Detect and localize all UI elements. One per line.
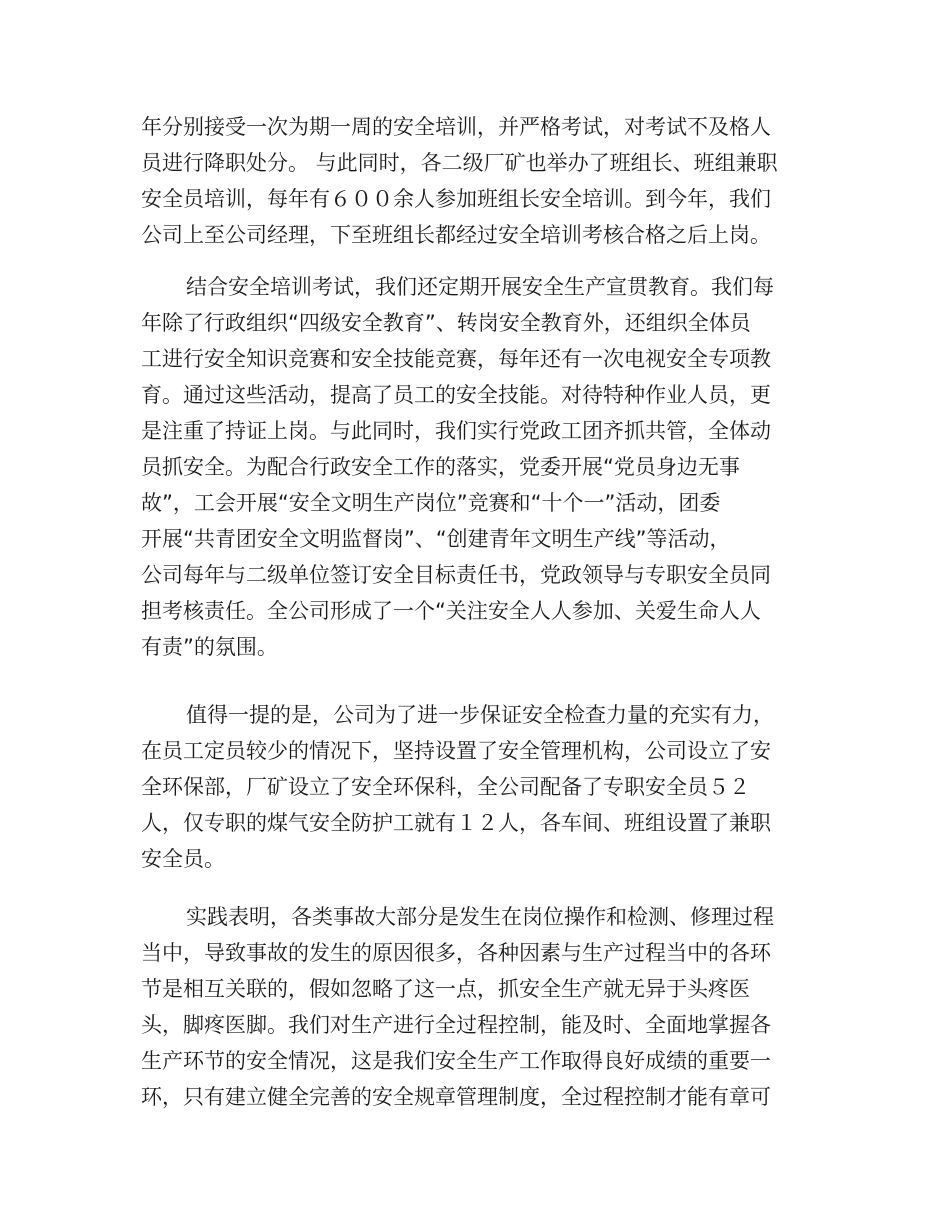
text-line: 实践表明，各类事故大部分是发生在岗位操作和检测、修理过程	[186, 905, 774, 929]
text-line: 当中，导致事故的发生的原因很多，各种因素与生产过程当中的各环	[141, 941, 771, 965]
text-line: 公司每年与二级单位签订安全目标责任书，党政领导与专职安全员同	[141, 563, 771, 587]
text-line: 头，脚疼医脚。我们对生产进行全过程控制，能及时、全面地掌握各	[141, 1013, 771, 1037]
text-line: 工进行安全知识竞赛和安全技能竞赛，每年还有一次电视安全专项教	[141, 347, 771, 371]
text-line: 公司上至公司经理，下至班组长都经过安全培训考核合格之后上岗。	[141, 223, 771, 247]
text-line: 员抓安全。为配合行政安全工作的落实，党委开展“党员身边无事	[141, 455, 740, 479]
text-line: 年除了行政组织“四级安全教育”、转岗安全教育外，还组织全体员	[141, 311, 751, 335]
text-line: 节是相互关联的，假如忽略了这一点，抓安全生产就无异于头疼医	[141, 977, 750, 1001]
text-line: 员进行降职处分。 与此同时，各二级厂矿也举办了班组长、班组兼职	[141, 151, 778, 175]
text-line: 故”，工会开展“安全文明生产岗位”竞赛和“十个一”活动，团委	[141, 491, 721, 515]
text-line: 结合安全培训考试，我们还定期开展安全生产宣贯教育。我们每	[186, 275, 774, 299]
text-line: 值得一提的是，公司为了进一步保证安全检查力量的充实有力，	[186, 703, 774, 727]
text-line: 安全员。	[141, 847, 225, 871]
text-line: 开展“共青团安全文明监督岗”、“创建青年文明生产线”等活动，	[141, 527, 731, 551]
text-line: 环，只有建立健全完善的安全规章管理制度，全过程控制才能有章可	[141, 1085, 771, 1109]
text-line: 育。通过这些活动，提高了员工的安全技能。对待特种作业人员，更	[141, 383, 771, 407]
text-line: 在员工定员较少的情况下，坚持设置了安全管理机构，公司设立了安	[141, 739, 771, 763]
text-line: 人，仅专职的煤气安全防护工就有１２人，各车间、班组设置了兼职	[141, 811, 771, 835]
text-line: 年分别接受一次为期一周的安全培训，并严格考试，对考试不及格人	[141, 115, 771, 139]
text-line: 担考核责任。全公司形成了一个“关注安全人人参加、关爱生命人人	[141, 599, 761, 623]
text-line: 生产环节的安全情况，这是我们安全生产工作取得良好成绩的重要一	[141, 1049, 771, 1073]
text-line: 有责”的氛围。	[141, 635, 278, 659]
text-line: 全环保部，厂矿设立了安全环保科，全公司配备了专职安全员５２	[141, 775, 750, 799]
text-line: 安全员培训，每年有６００余人参加班组长安全培训。到今年，我们	[141, 187, 771, 211]
text-line: 是注重了持证上岗。与此同时，我们实行党政工团齐抓共管，全体动	[141, 419, 771, 443]
